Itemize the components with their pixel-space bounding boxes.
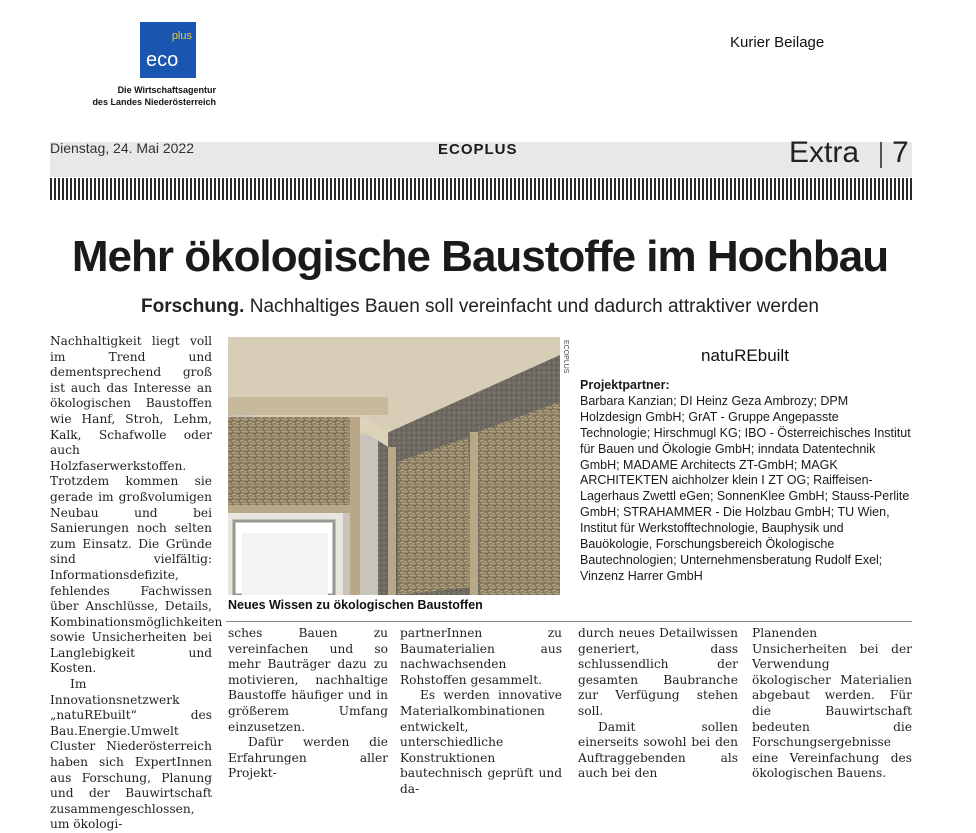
article-column-1 bbox=[50, 334, 223, 833]
article-column-3 bbox=[400, 626, 562, 798]
subheadline bbox=[40, 296, 920, 318]
article-column-4 bbox=[578, 626, 738, 782]
column-2-paragraph-2: Dafür werden die Erfahrungen aller Projekt- bbox=[228, 735, 388, 781]
logo-subtitle-line1: Die Wirtschaftsagentur bbox=[117, 85, 216, 95]
ecoplus-logo bbox=[140, 22, 196, 78]
subheadline-kicker: Forschung. bbox=[140, 296, 245, 317]
logo-subtitle-line2: des Landes Niederösterreich bbox=[92, 97, 216, 107]
source-label: Kurier Beilage bbox=[730, 34, 825, 51]
infobox-label: Projektpartner: bbox=[580, 378, 670, 392]
logo-subtitle bbox=[60, 84, 216, 108]
infobox-partners bbox=[580, 378, 912, 585]
headline: Mehr ökologische Baustoffe im Hochbau bbox=[71, 232, 889, 281]
column-5-paragraph: Planenden Unsicherheiten bei der Verwendung ökologischer Materialien abgebaut werden. Für die Bauwirtschaft bedeuten die Forschungsergebnisse eine Vereinfachung des ökologischen Bauens. bbox=[752, 626, 912, 781]
page-number: 7 bbox=[892, 136, 909, 169]
article-photo bbox=[228, 337, 560, 595]
issue-date: Dienstag, 24. Mai 2022 bbox=[50, 140, 194, 156]
column-2-paragraph: sches Bauen zu vereinfachen und so mehr Bauträger dazu zu motivieren, nachhaltige Baustoffe häufiger und in größerem Umfang einzusetzen. bbox=[228, 626, 388, 734]
extra-label: Extra bbox=[789, 136, 860, 169]
column-4-paragraph: durch neues Detailwissen generiert, dass schlussendlich der gesamten Baubranche zur Verfügung stehen soll. bbox=[578, 626, 738, 718]
column-1-paragraph-2: Im Innovationsnetzwerk „natuREbuilt“ des Bau.Energie.Umwelt Cluster Niederösterreich haben sich ExpertInnen aus Forschung, Planung und der Bauwirtschaft zusammengeschlossen, um ökologi- bbox=[50, 677, 212, 832]
logo-plus-text: plus bbox=[171, 30, 192, 42]
column-rule bbox=[226, 621, 912, 622]
barcode-rule bbox=[50, 178, 912, 200]
header-divider bbox=[880, 142, 882, 168]
article-column-2 bbox=[228, 626, 388, 782]
infobox-text: Barbara Kanzian; DI Heinz Geza Ambrozy; DPM Holzdesign GmbH; GrAT - Gruppe Angepasste Technologie; Hirschmugl KG; IBO - Österreichisches Institut für Bauen und Ökologie GmbH; inndata Datentechnik GmbH; MADAME Architects ZT-GmbH; MAGK ARCHITEKTEN aichholzer klein I ZT OG; Raiffeisen-Lagerhaus Zwettl eGen; SonnenKlee GmbH; Stauss-Perlite GmbH; STRAHAMMER - Die Holzbau GmbH; TU Wien, Institut für Werkstofftechnologie, Bauphysik und Bauökologie, Forschungsbereich Ökologische Bautechnologien; Unternehmensberatung Rudolf Exel; Vinzenz Harrer GmbH bbox=[580, 393, 911, 583]
subheadline-text: Nachhaltiges Bauen soll vereinfacht und dadurch attraktiver werden bbox=[249, 296, 819, 317]
article-column-5 bbox=[752, 626, 912, 782]
column-1-paragraph: Nachhaltigkeit liegt voll im Trend und dementsprechend groß ist auch das Interesse an ökologischen Baustoffen wie Hanf, Stroh, Lehm, Kalk, Schafwolle oder auch Holzfaserwerkstoffen. Trotzdem kommen sie gerade im großvolumigen Neubau und bei Sanierungen noch selten zum Einsatz. Die Gründe sind vielfältig: Informationsdefizite, fehlendes Fachwissen über Anschlüsse, Details, Kombinationsmöglichkeiten sowie Unsicherheiten bei Langlebigkeit und Kosten. bbox=[50, 334, 223, 676]
photo-credit: ECOPLUS bbox=[562, 340, 569, 374]
photo-caption: Neues Wissen zu ökologischen Baustoffen bbox=[228, 598, 483, 612]
section-label: ECOPLUS bbox=[438, 141, 518, 158]
infobox-title: natuREbuilt bbox=[701, 346, 789, 365]
column-4-paragraph-2: Damit sollen einerseits sowohl bei den Auftraggebenden als auch bei den bbox=[578, 719, 738, 781]
column-3-paragraph-2: Es werden innovative Materialkombinationen entwickelt, unterschiedliche Konstruktionen bautechnisch geprüft und da- bbox=[400, 688, 562, 796]
logo-eco-text: eco bbox=[146, 49, 179, 71]
strawbale-wall-photo bbox=[228, 337, 560, 595]
column-3-paragraph: partnerInnen zu Baumaterialien aus nachwachsenden Rohstoffen gesammelt. bbox=[400, 626, 562, 687]
